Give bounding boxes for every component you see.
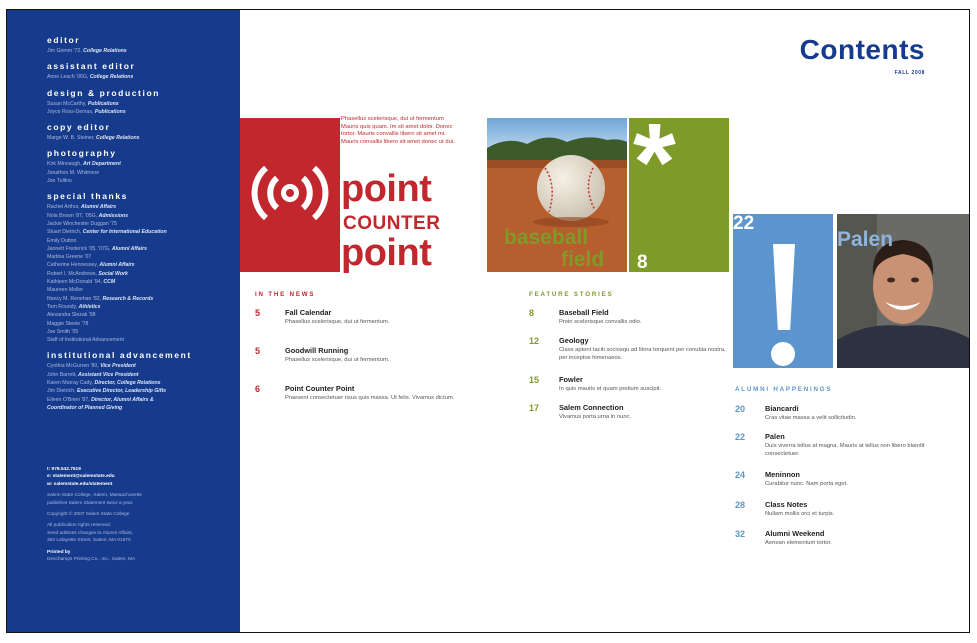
- credit-line: Nancy M. Renehan '82, Research & Records: [47, 295, 154, 302]
- credit-line: Cynthia McGurren '80, Vice President: [47, 363, 136, 370]
- credit-line: Joe Tullino: [47, 178, 72, 185]
- toc-title: Geology: [559, 336, 589, 345]
- credit-line: Tom Roundy, Athletics: [47, 303, 101, 310]
- alumni-happenings-heading: ALUMNI HAPPENINGS: [735, 386, 833, 393]
- toc-title: Baseball Field: [559, 308, 609, 317]
- credit-role: Center for International Education: [82, 229, 167, 236]
- broadcast-icon: [248, 156, 332, 230]
- credit-line: Karen Murray Cady, Director, College Relations: [47, 380, 161, 387]
- toc-description: Vivamus porta urna in nunc.: [559, 414, 632, 420]
- footer-line: All publication rights reserved.: [47, 523, 111, 529]
- masthead-footer: [47, 466, 237, 563]
- credit-role: Alumni Affairs: [111, 245, 148, 252]
- credit-role: Art Department: [83, 161, 121, 168]
- point-counter-point-teaser: Phasellus scelerisque, dui ut fermentum Mauris quis quam. Im sit amet dolor. Donec tortor. Mauris convallis libero sit amet mi. Mauris convallis libero sit amet donec ut dui.: [341, 116, 455, 146]
- credit-line: Robert I. McAndrews, Social Work: [47, 270, 128, 277]
- baseball-label-line2: field: [561, 248, 605, 271]
- credit-role: Alumni Affairs: [99, 262, 135, 269]
- credit-line: Alexandra Slezak '98: [47, 312, 96, 319]
- toc-description: Proin scelerisque convallis odio.: [559, 319, 642, 325]
- point-counter-point-page: 6: [326, 117, 336, 136]
- footer-line: Deschamps Printing Co., Inc., Salem, MA: [47, 557, 136, 563]
- credit-line: Nola Brown '87, '05G, Admissions: [47, 212, 128, 219]
- toc-entry: [529, 336, 729, 366]
- point-word-bottom: point: [341, 232, 432, 274]
- page-title: Contents: [799, 34, 925, 65]
- toc-description: Aenean elementum tortor.: [765, 540, 832, 546]
- footer-line: e: statement@salemstate.edu: [47, 474, 115, 480]
- baseball-page: 8: [637, 252, 648, 273]
- toc-description: Praesent consectetuer risus quis massa. Ut felis. Vivamus dictum.: [285, 395, 455, 401]
- toc-description: Nullam mollis orci et turpis.: [765, 511, 835, 517]
- credit-line: Eileen O'Brien '87, Director, Alumni Affairs &: [47, 396, 154, 403]
- footer-line: Printed by: [47, 549, 71, 555]
- toc-description: Class aptent taciti sociosqu ad litora torquent per conubia nostra, per inceptos himenaeos.: [559, 347, 726, 362]
- toc-description: Phasellus scelerisque, dui ut fermentum.: [285, 319, 390, 325]
- toc-description: Cras vitae massa a velit sollicitudin.: [765, 415, 857, 421]
- credit-line: Maureen Moller: [47, 287, 84, 294]
- credit-role: College Relations: [83, 48, 127, 54]
- credit-line: [47, 404, 237, 412]
- credit-role: Assistant Vice President: [78, 371, 139, 378]
- credit-heading: institutional advancement: [47, 350, 192, 361]
- footer-line: w: salemstate.edu/statement: [47, 481, 113, 487]
- footer-line: t: 978.542.7519: [47, 467, 81, 472]
- toc-title: Alumni Weekend: [765, 529, 825, 538]
- feature-accent-panel: [629, 101, 729, 272]
- credit-line: John Barrett, Assistant Vice President: [47, 371, 139, 378]
- credit-role: Vice President: [100, 363, 136, 370]
- toc-entry: [735, 500, 935, 530]
- credit-line: Rachel Arthur, Alumni Affairs: [47, 204, 117, 211]
- toc-title: Fall Calendar: [285, 308, 332, 317]
- toc-entry: [529, 403, 729, 433]
- footer-line: Copyright © 2007 Salem State College: [47, 512, 130, 518]
- toc-entry: [529, 375, 729, 405]
- toc-page-number: 5: [255, 346, 261, 356]
- toc-page-number: 12: [529, 336, 540, 346]
- toc-page-number: 28: [735, 500, 746, 510]
- toc-page-number: 6: [255, 384, 261, 394]
- credit-line: Jim Grimm '72, College Relations: [47, 48, 127, 54]
- alumni-accent-panel: [733, 214, 833, 368]
- credit-role: Executive Director, Leadership Gifts: [76, 388, 167, 395]
- credit-role: CCM: [103, 279, 116, 286]
- toc-title: Point Counter Point: [285, 384, 355, 393]
- toc-title: Class Notes: [765, 500, 808, 509]
- baseball-label-line1: baseball: [504, 226, 589, 249]
- credit-line: Jim Dietrich, Executive Director, Leadership Gifts: [47, 388, 167, 395]
- credit-line: Stuart Dietrich, Center for International Education: [47, 229, 167, 236]
- toc-entry: [255, 346, 455, 376]
- toc-page-number: 8: [529, 308, 535, 318]
- credit-heading: special thanks: [47, 191, 128, 202]
- exclamation-dot: [771, 342, 795, 366]
- issue-label: FALL 2008: [894, 70, 925, 76]
- credit-role: Alumni Affairs: [81, 204, 117, 211]
- credit-line: Kathleen McDonald '94, CCM: [47, 279, 116, 286]
- toc-entry: [735, 529, 935, 559]
- credit-line: Staff of Institutional Advancement: [47, 337, 124, 344]
- toc-description: In quis mauris et quam pretium suscipit.: [559, 386, 662, 392]
- point-word-top: point: [341, 168, 432, 210]
- credit-heading: copy editor: [47, 122, 111, 133]
- credit-role: Director, Alumni Affairs &: [91, 396, 154, 403]
- credit-line: Susan McCarthy, Publications: [47, 100, 119, 107]
- footer-line: Send address changes to Alumni Affairs,: [47, 530, 134, 536]
- in-the-news-heading: IN THE NEWS: [255, 291, 316, 298]
- credit-role: College Relations: [96, 135, 140, 142]
- credit-line: Jannett Frederick '05, '07G, Alumni Affairs: [47, 245, 148, 252]
- toc-entry: [255, 384, 455, 414]
- toc-title: Palen: [765, 432, 785, 441]
- toc-page-number: 24: [735, 470, 746, 480]
- toc-entry: [735, 432, 935, 462]
- credit-role: Admissions: [98, 212, 128, 219]
- point-counter-point-panel: [240, 118, 340, 272]
- toc-title: Goodwill Running: [285, 346, 349, 355]
- credit-line: Marge W. B. Steiner, College Relations: [47, 135, 140, 142]
- credit-line: Martina Greene '07: [47, 254, 92, 261]
- feature-stories-heading: FEATURE STORIES: [529, 291, 614, 298]
- toc-entry: [735, 404, 935, 434]
- credit-heading: design & production: [47, 87, 161, 98]
- credit-role: Publications: [87, 100, 119, 107]
- masthead-sidebar: [7, 10, 240, 632]
- credit-role: College Relations: [89, 74, 134, 81]
- toc-entry: [735, 470, 935, 500]
- toc-title: Salem Connection: [559, 403, 624, 412]
- footer-line: 352 Lafayette Street, Salem, MA 01970: [47, 538, 131, 544]
- credit-role: Athletics: [78, 303, 101, 310]
- magazine-spread: [6, 9, 970, 633]
- credit-line: Anne Leach '06G, College Relations: [47, 74, 134, 81]
- toc-description: Phasellus scelerisque, dui ut fermentum.: [285, 357, 390, 363]
- toc-page-number: 20: [735, 404, 746, 414]
- credit-role: Director, College Relations: [94, 380, 161, 387]
- counter-word: COUNTER: [343, 213, 441, 234]
- credit-heading: photography: [47, 148, 117, 159]
- palen-label: Palen: [837, 228, 894, 251]
- credit-line: Kirk Minnaugh, Art Department: [47, 161, 121, 168]
- toc-title: Meninnon: [765, 470, 800, 479]
- toc-description: Duis viverra tellus at magna. Mauris at tellus non libero blandit consectetuer.: [765, 443, 925, 458]
- footer-line: publishes Salem Statement twice a year.: [47, 500, 134, 506]
- toc-title: Biancardi: [765, 404, 799, 413]
- credit-line: Maggie Steele '78: [47, 320, 89, 327]
- credit-line: Emily Dutton: [47, 237, 77, 244]
- toc-description: Curabitur nunc. Nam porta eget.: [765, 481, 848, 487]
- credit-role: Social Work: [98, 270, 128, 277]
- credit-line: Jonathon M. Whitmore: [47, 169, 100, 176]
- credit-line: Joe Smith '05: [47, 328, 79, 335]
- toc-entry: [255, 308, 455, 338]
- footer-line: Salem State College, Salem, Massachusetts: [47, 493, 142, 499]
- credit-heading: assistant editor: [47, 61, 136, 72]
- masthead-credits: [47, 35, 237, 412]
- toc-page-number: 5: [255, 308, 261, 318]
- credit-role: Coordinator of Planned Giving: [47, 404, 123, 411]
- exclamation-icon: [773, 244, 795, 330]
- credit-role: Publications: [94, 108, 126, 115]
- credit-line: Jackie Winchester Duggan '75: [47, 220, 117, 227]
- toc-page-number: 32: [735, 529, 746, 539]
- asterisk-icon: *: [633, 101, 676, 224]
- toc-entry: [529, 308, 729, 338]
- credit-heading: editor: [47, 35, 81, 45]
- toc-page-number: 17: [529, 403, 540, 413]
- credit-role: Research & Records: [102, 295, 154, 302]
- toc-page-number: 15: [529, 375, 540, 385]
- credit-line: Catherine Hennessey, Alumni Affairs: [47, 262, 135, 269]
- toc-page-number: 22: [735, 432, 746, 442]
- credit-line: Joyce Ross-Demas, Publications: [47, 108, 126, 115]
- toc-title: Fowler: [559, 375, 583, 384]
- alumni-feature-page: 22: [733, 213, 755, 234]
